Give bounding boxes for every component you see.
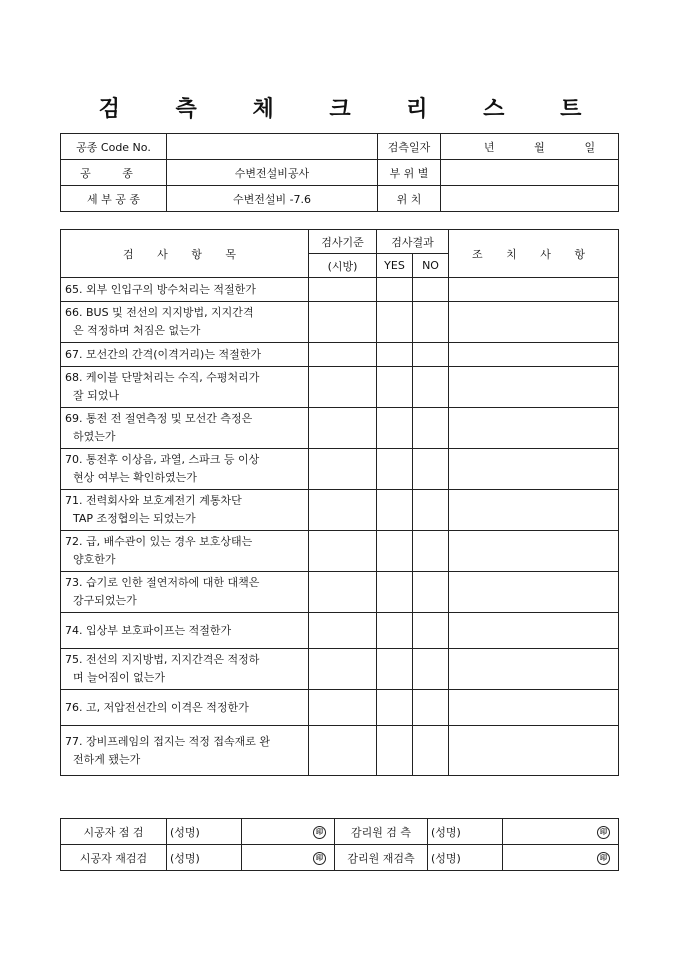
- check-item-line: 전하게 됐는가: [73, 752, 141, 766]
- no-cell[interactable]: [413, 449, 449, 490]
- info-row-detail: [61, 186, 619, 212]
- yes-cell[interactable]: [377, 531, 413, 572]
- check-item-line: 67. 모선간의 간격(이격거리)는 적절한가: [65, 347, 261, 361]
- page-title: 검 측 체 크 리 스 트: [98, 96, 606, 122]
- check-item-line: 68. 케이블 단말처리는 수직, 수평처리가: [65, 371, 260, 384]
- check-item-line: 77. 장비프레임의 접지는 적정 접속재로 완: [65, 734, 270, 748]
- action-cell[interactable]: [449, 690, 619, 726]
- no-cell[interactable]: [413, 572, 449, 613]
- check-item-line: 잘 되었나: [73, 389, 120, 402]
- table-row: [61, 343, 619, 367]
- check-item: [61, 490, 309, 531]
- check-item: [61, 278, 309, 302]
- header-row: [61, 230, 619, 254]
- standard-cell[interactable]: [309, 278, 377, 302]
- seal-icon: 印: [597, 852, 610, 865]
- table-row: [61, 408, 619, 449]
- yes-cell[interactable]: [377, 278, 413, 302]
- yes-cell[interactable]: [377, 726, 413, 776]
- action-cell[interactable]: [449, 613, 619, 649]
- yes-cell[interactable]: [377, 690, 413, 726]
- check-item: [61, 726, 309, 776]
- no-cell[interactable]: [413, 278, 449, 302]
- table-row: [61, 278, 619, 302]
- yes-cell[interactable]: [377, 408, 413, 449]
- info-row-code: [61, 134, 619, 160]
- no-cell[interactable]: [413, 490, 449, 531]
- signature-row: [61, 845, 619, 871]
- action-cell[interactable]: [449, 367, 619, 408]
- check-item-line: 75. 전선의 지지방법, 지지간격은 적정하: [65, 653, 260, 666]
- detail-type-label: 세 부 공 종: [61, 186, 167, 212]
- standard-cell[interactable]: [309, 449, 377, 490]
- header-result: 검사결과: [377, 230, 449, 254]
- part-value[interactable]: [441, 160, 619, 186]
- no-cell[interactable]: [413, 649, 449, 690]
- check-item-line: 며 늘어짐이 없는가: [73, 671, 166, 684]
- code-label: 공종 Code No.: [61, 134, 167, 160]
- check-item: [61, 572, 309, 613]
- check-item-line: 강구되었는가: [73, 594, 137, 607]
- check-item-line: 66. BUS 및 전선의 지지방법, 지지간격: [65, 306, 254, 319]
- yes-cell[interactable]: [377, 302, 413, 343]
- no-cell[interactable]: [413, 408, 449, 449]
- no-cell[interactable]: [413, 690, 449, 726]
- signature-row: [61, 819, 619, 845]
- seal-icon: 印: [597, 826, 610, 839]
- yes-cell[interactable]: [377, 490, 413, 531]
- table-row: [61, 367, 619, 408]
- check-item-line: 은 적정하며 처짐은 없는가: [73, 324, 201, 337]
- standard-cell[interactable]: [309, 343, 377, 367]
- check-item-line: 69. 통전 전 절연측정 및 모선간 측정은: [65, 412, 253, 425]
- work-type-label: 공 종: [61, 160, 167, 186]
- signature-table: [60, 818, 619, 871]
- check-item-line: 70. 통전후 이상음, 과열, 스파크 등 이상: [65, 453, 260, 466]
- contractor-name[interactable]: (성명): [167, 845, 242, 871]
- table-row: [61, 649, 619, 690]
- check-item-line: 72. 급, 배수관이 있는 경우 보호상태는: [65, 535, 253, 548]
- table-row: [61, 302, 619, 343]
- supervisor-seal: [503, 845, 619, 871]
- table-row: [61, 572, 619, 613]
- standard-cell[interactable]: [309, 531, 377, 572]
- info-row-work-type: [61, 160, 619, 186]
- action-cell[interactable]: [449, 726, 619, 776]
- location-label: 위 치: [378, 186, 441, 212]
- no-cell[interactable]: [413, 367, 449, 408]
- standard-cell[interactable]: [309, 649, 377, 690]
- check-item-line: 65. 외부 인입구의 방수처리는 적절한가: [65, 282, 256, 296]
- no-cell[interactable]: [413, 726, 449, 776]
- action-cell[interactable]: [449, 302, 619, 343]
- action-cell[interactable]: [449, 649, 619, 690]
- check-item-line: 74. 입상부 보호파이프는 적절한가: [65, 623, 232, 637]
- date-month-label: 월: [534, 140, 545, 154]
- action-cell[interactable]: [449, 490, 619, 531]
- header-action: 조 치 사 항: [449, 230, 619, 278]
- check-item-line: 하였는가: [73, 430, 116, 443]
- action-cell[interactable]: [449, 449, 619, 490]
- supervisor-seal: [503, 819, 619, 845]
- standard-cell[interactable]: [309, 367, 377, 408]
- check-item: [61, 302, 309, 343]
- header-no: NO: [413, 254, 449, 278]
- yes-cell[interactable]: [377, 367, 413, 408]
- location-value[interactable]: [441, 186, 619, 212]
- contractor-seal: [242, 819, 335, 845]
- seal-icon: 印: [313, 826, 326, 839]
- check-item-line: 현상 여부는 확인하였는가: [73, 471, 197, 484]
- standard-cell[interactable]: [309, 490, 377, 531]
- work-type-value[interactable]: 수변전설비공사: [167, 160, 378, 186]
- supervisor-label: 감리원 재검측: [335, 845, 428, 871]
- check-item-line: 73. 습기로 인한 절연저하에 대한 대책은: [65, 576, 260, 589]
- supervisor-label: 감리원 검 측: [335, 819, 428, 845]
- action-cell[interactable]: [449, 278, 619, 302]
- standard-cell[interactable]: [309, 302, 377, 343]
- action-cell[interactable]: [449, 531, 619, 572]
- table-row: [61, 690, 619, 726]
- check-item-line: 양호한가: [73, 553, 116, 566]
- check-item: [61, 649, 309, 690]
- yes-cell[interactable]: [377, 613, 413, 649]
- yes-cell[interactable]: [377, 649, 413, 690]
- header-standard-sub: (시방): [309, 254, 377, 278]
- standard-cell[interactable]: [309, 690, 377, 726]
- date-day-label: 일: [584, 140, 596, 154]
- action-cell[interactable]: [449, 408, 619, 449]
- date-year-label: 년: [483, 140, 495, 154]
- inspection-date-value[interactable]: [441, 134, 619, 160]
- no-cell[interactable]: [413, 531, 449, 572]
- no-cell[interactable]: [413, 613, 449, 649]
- check-item-line: 76. 고, 저압전선간의 이격은 적정한가: [65, 700, 249, 714]
- table-row: [61, 531, 619, 572]
- action-cell[interactable]: [449, 343, 619, 367]
- table-row: [61, 613, 619, 649]
- standard-cell[interactable]: [309, 726, 377, 776]
- yes-cell[interactable]: [377, 449, 413, 490]
- info-table: [60, 133, 619, 212]
- inspection-date-label: 검측일자: [378, 134, 441, 160]
- check-item: [61, 343, 309, 367]
- yes-cell[interactable]: [377, 572, 413, 613]
- no-cell[interactable]: [413, 343, 449, 367]
- table-row: [61, 726, 619, 776]
- check-item: [61, 449, 309, 490]
- standard-cell[interactable]: [309, 613, 377, 649]
- part-label: 부 위 별: [378, 160, 441, 186]
- contractor-label: 시공자 재검검: [61, 845, 167, 871]
- check-item: [61, 408, 309, 449]
- contractor-seal: [242, 845, 335, 871]
- check-item-line: TAP 조정협의는 되었는가: [73, 512, 196, 525]
- header-item: 검 사 항 목: [61, 230, 309, 278]
- check-item: [61, 690, 309, 726]
- checklist-table: [60, 229, 619, 776]
- check-item: [61, 613, 309, 649]
- contractor-name[interactable]: (성명): [167, 819, 242, 845]
- code-value[interactable]: [167, 134, 378, 160]
- header-standard: 검사기준: [309, 230, 377, 254]
- table-row: [61, 490, 619, 531]
- yes-cell[interactable]: [377, 343, 413, 367]
- contractor-label: 시공자 점 검: [61, 819, 167, 845]
- action-cell[interactable]: [449, 572, 619, 613]
- check-item: [61, 531, 309, 572]
- detail-type-value[interactable]: 수변전설비 -7.6: [167, 186, 378, 212]
- supervisor-name[interactable]: (성명): [428, 845, 503, 871]
- header-yes: YES: [377, 254, 413, 278]
- no-cell[interactable]: [413, 302, 449, 343]
- seal-icon: 印: [313, 852, 326, 865]
- standard-cell[interactable]: [309, 408, 377, 449]
- check-item-line: 71. 전력회사와 보호계전기 계통차단: [65, 494, 242, 507]
- table-row: [61, 449, 619, 490]
- standard-cell[interactable]: [309, 572, 377, 613]
- check-item: [61, 367, 309, 408]
- supervisor-name[interactable]: (성명): [428, 819, 503, 845]
